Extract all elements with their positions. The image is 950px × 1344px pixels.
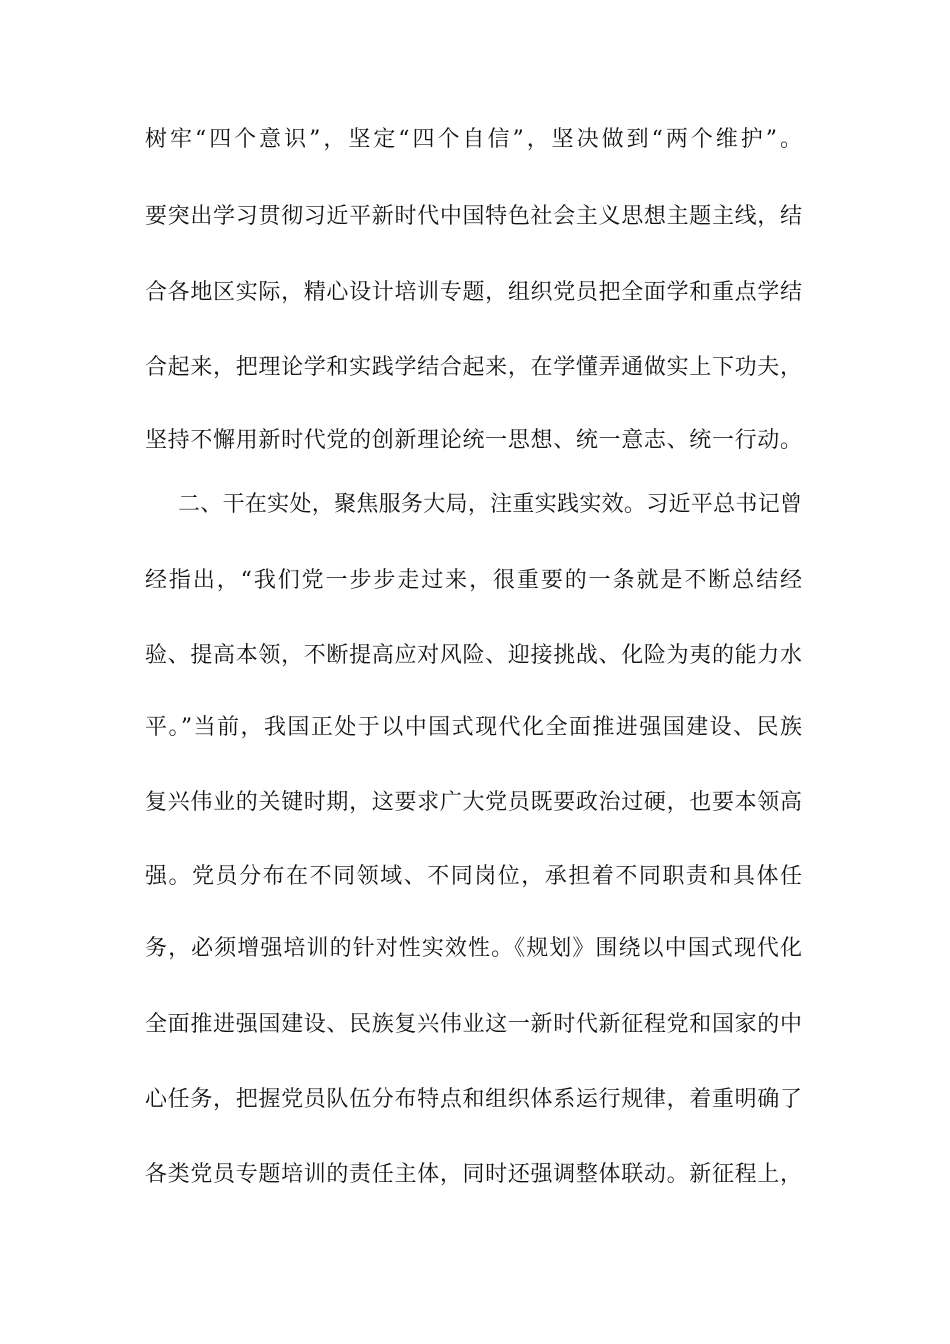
text-line: 全面推进强国建设、民族复兴伟业这一新时代新征程党和国家的中	[145, 1012, 802, 1037]
text-line: 各类党员专题培训的责任主体，同时还强调整体联动。新征程上，	[145, 1162, 802, 1187]
text-line: 经指出，“我们党一步步走过来，很重要的一条就是不断总结经	[145, 568, 802, 593]
text-line: 合各地区实际，精心设计培训专题，组织党员把全面学和重点学结	[145, 280, 802, 305]
text-line: 坚持不懈用新时代党的创新理论统一思想、统一意志、统一行动。	[145, 428, 802, 453]
text-line: 合起来，把理论学和实践学结合起来，在学懂弄通做实上下功夫，	[145, 355, 802, 380]
text-line: 强。党员分布在不同领域、不同岗位，承担着不同职责和具体任	[145, 864, 802, 889]
text-line: 平。”当前，我国正处于以中国式现代化全面推进强国建设、民族	[145, 715, 802, 740]
text-line: 树牢“四个意识”，坚定“四个自信”，坚决做到“两个维护”。	[145, 127, 802, 152]
text-line: 心任务，把握党员队伍分布特点和组织体系运行规律，着重明确了	[145, 1087, 802, 1112]
paragraph-heading-line: 二、干在实处，聚焦服务大局，注重实践实效。习近平总书记曾	[178, 492, 802, 517]
text-line: 验、提高本领，不断提高应对风险、迎接挑战、化险为夷的能力水	[145, 643, 802, 668]
text-line: 复兴伟业的关键时期，这要求广大党员既要政治过硬，也要本领高	[145, 790, 802, 815]
text-line: 务，必须增强培训的针对性实效性。《规划》围绕以中国式现代化	[145, 936, 802, 961]
text-line: 要突出学习贯彻习近平新时代中国特色社会主义思想主题主线，结	[145, 204, 802, 229]
